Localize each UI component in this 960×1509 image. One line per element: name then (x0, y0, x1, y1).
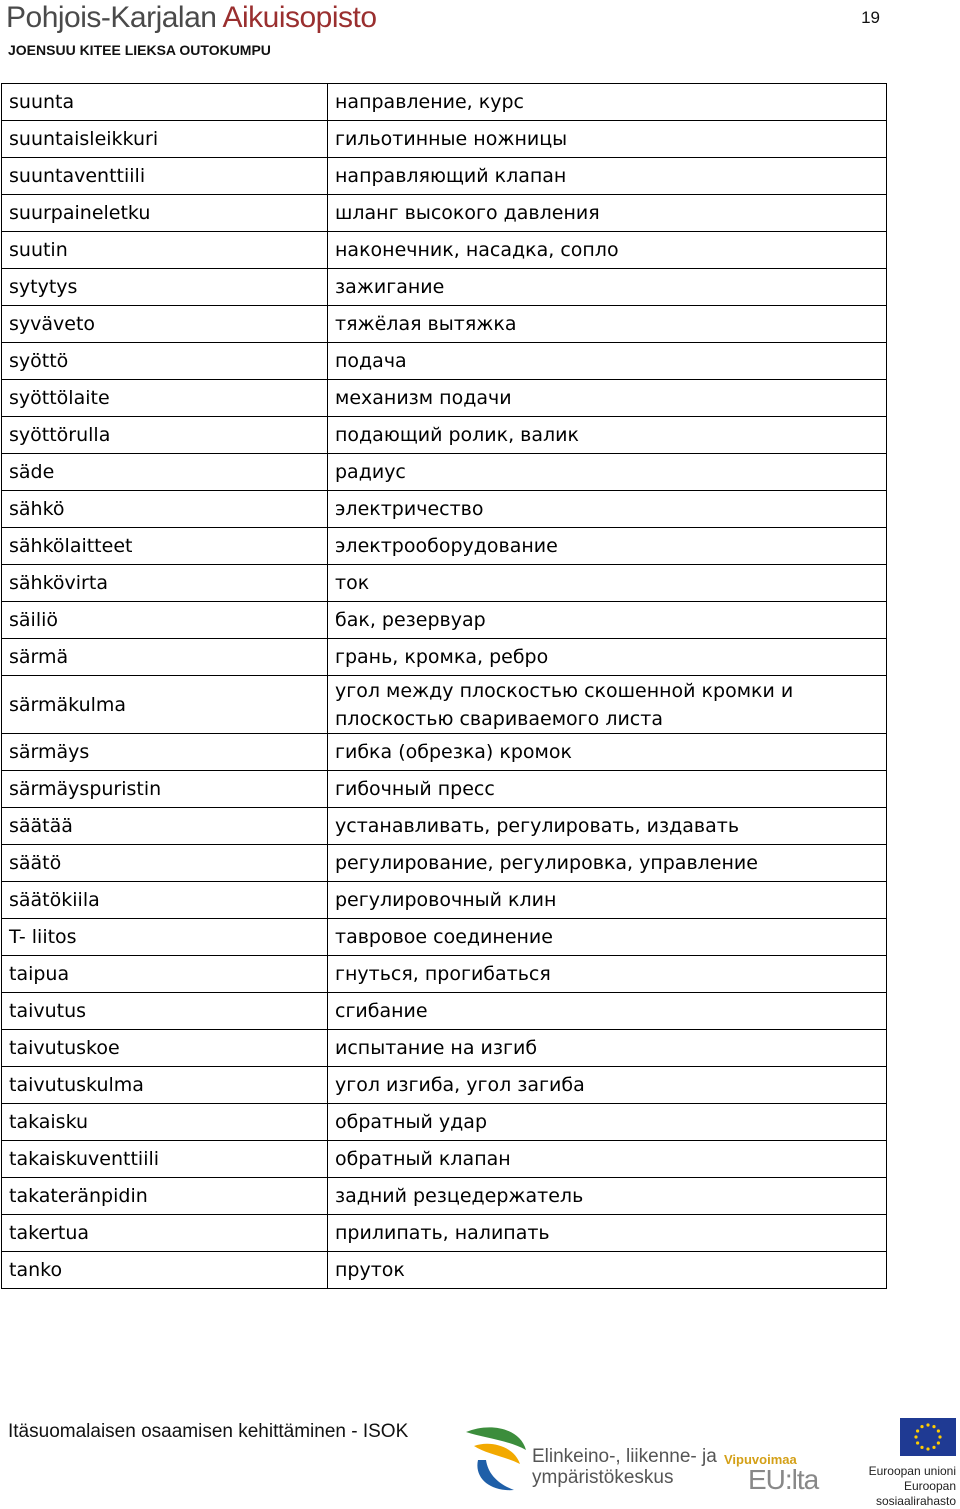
russian-translation: ток (328, 565, 887, 602)
finnish-term: särmäkulma (2, 676, 328, 734)
finnish-term: särmäyspuristin (2, 771, 328, 808)
finnish-term: suutin (2, 232, 328, 269)
project-name: Itäsuomalaisen osaamisen kehittäminen - ISOK (8, 1421, 409, 1442)
russian-translation: наконечник, насадка, сопло (328, 232, 887, 269)
table-row (2, 993, 887, 1030)
finnish-term: säätökiila (2, 882, 328, 919)
brand-name-part2: Aikuisopisto (222, 1, 377, 34)
finnish-term: säiliö (2, 602, 328, 639)
table-row (2, 417, 887, 454)
finnish-term: takateränpidin (2, 1178, 328, 1215)
eu-star-icon (926, 1423, 929, 1426)
table-row (2, 1178, 887, 1215)
russian-translation: угол между плоскостью скошенной кромки и плоскостью свариваемого листа (328, 676, 887, 734)
vipuvoimaa-label: Vipuvoimaa (724, 1452, 797, 1467)
eu-line2: Euroopan sosiaalirahasto (875, 1479, 956, 1508)
russian-translation: электрооборудование (328, 528, 887, 565)
table-row (2, 771, 887, 808)
table-row (2, 84, 887, 121)
table-row (2, 343, 887, 380)
eu-star-icon (932, 1425, 935, 1428)
finnish-term: taivutuskulma (2, 1067, 328, 1104)
table-row (2, 1252, 887, 1289)
finnish-term: T- liitos (2, 919, 328, 956)
russian-translation: обратный клапан (328, 1141, 887, 1178)
finnish-term: suunta (2, 84, 328, 121)
ely-line2: ympäristökeskus (532, 1467, 674, 1488)
russian-translation: грань, кромка, ребро (328, 639, 887, 676)
russian-translation: шланг высокого давления (328, 195, 887, 232)
table-row (2, 639, 887, 676)
finnish-term: syväveto (2, 306, 328, 343)
table-row (2, 565, 887, 602)
russian-translation: тавровое соединение (328, 919, 887, 956)
russian-translation: гибочный пресс (328, 771, 887, 808)
finnish-term: syöttörulla (2, 417, 328, 454)
russian-translation: электричество (328, 491, 887, 528)
brand-name-part1: Pohjois-Karjalan (6, 1, 217, 34)
russian-translation: задний резцедержатель (328, 1178, 887, 1215)
eulta-label: EU:lta (748, 1464, 819, 1495)
russian-translation: гибка (обрезка) кромок (328, 734, 887, 771)
finnish-term: suuntaventtiili (2, 158, 328, 195)
finnish-term: särmäys (2, 734, 328, 771)
page-number: 19 (861, 8, 880, 27)
eu-star-icon (920, 1425, 923, 1428)
table-row (2, 808, 887, 845)
finnish-term: taivutus (2, 993, 328, 1030)
eu-line1: Euroopan unioni (868, 1464, 956, 1478)
table-row (2, 1030, 887, 1067)
glossary-body (2, 84, 887, 1289)
eu-star-icon (932, 1446, 935, 1449)
table-row (2, 306, 887, 343)
table-row (2, 1141, 887, 1178)
table-row (2, 454, 887, 491)
table-row (2, 380, 887, 417)
russian-translation: гнуться, прогибаться (328, 956, 887, 993)
finnish-term: sähkölaitteet (2, 528, 328, 565)
finnish-term: syöttölaite (2, 380, 328, 417)
finnish-term: taipua (2, 956, 328, 993)
finnish-term: säde (2, 454, 328, 491)
finnish-term: tanko (2, 1252, 328, 1289)
eu-flag-icon (900, 1418, 956, 1456)
eu-star-icon (926, 1447, 929, 1450)
finnish-term: sähkö (2, 491, 328, 528)
table-row (2, 602, 887, 639)
russian-translation: испытание на изгиб (328, 1030, 887, 1067)
finnish-term: takertua (2, 1215, 328, 1252)
russian-translation: устанавливать, регулировать, издавать (328, 808, 887, 845)
russian-translation: угол изгиба, угол загиба (328, 1067, 887, 1104)
eu-star-icon (938, 1435, 941, 1438)
table-row (2, 882, 887, 919)
russian-translation: обратный удар (328, 1104, 887, 1141)
eu-star-icon (916, 1441, 919, 1444)
table-row (2, 1067, 887, 1104)
finnish-term: syöttö (2, 343, 328, 380)
finnish-term: sytytys (2, 269, 328, 306)
russian-translation: зажигание (328, 269, 887, 306)
russian-translation: направляющий клапан (328, 158, 887, 195)
eu-star-icon (914, 1435, 917, 1438)
russian-translation: тяжёлая вытяжка (328, 306, 887, 343)
eu-star-icon (937, 1429, 940, 1432)
russian-translation: сгибание (328, 993, 887, 1030)
table-row (2, 158, 887, 195)
russian-translation: прилипать, налипать (328, 1215, 887, 1252)
russian-translation: радиус (328, 454, 887, 491)
table-row (2, 195, 887, 232)
finnish-term: taivutuskoe (2, 1030, 328, 1067)
finnish-term: säätö (2, 845, 328, 882)
finnish-term: takaisku (2, 1104, 328, 1141)
ely-text (532, 1446, 717, 1488)
table-row (2, 845, 887, 882)
eu-star-icon (937, 1441, 940, 1444)
finnish-term: suurpaineletku (2, 195, 328, 232)
finnish-term: särmä (2, 639, 328, 676)
russian-translation: подающий ролик, валик (328, 417, 887, 454)
finnish-term: takaiskuventtiili (2, 1141, 328, 1178)
eu-star-icon (916, 1429, 919, 1432)
table-row (2, 491, 887, 528)
finnish-term: suuntaisleikkuri (2, 121, 328, 158)
ely-line1: Elinkeino-, liikenne- ja (532, 1446, 717, 1467)
table-row (2, 919, 887, 956)
glossary-table (1, 83, 887, 1289)
table-row (2, 269, 887, 306)
brand-logo (6, 0, 377, 36)
russian-translation: пруток (328, 1252, 887, 1289)
eu-text (834, 1464, 956, 1509)
finnish-term: säätää (2, 808, 328, 845)
finnish-term: sähkövirta (2, 565, 328, 602)
table-row (2, 1104, 887, 1141)
russian-translation: регулирование, регулировка, управление (328, 845, 887, 882)
russian-translation: механизм подачи (328, 380, 887, 417)
russian-translation: направление, курс (328, 84, 887, 121)
eu-star-icon (920, 1446, 923, 1449)
cities-line: JOENSUU KITEE LIEKSA OUTOKUMPU (8, 42, 271, 58)
table-row (2, 232, 887, 269)
russian-translation: подача (328, 343, 887, 380)
russian-translation: бак, резервуар (328, 602, 887, 639)
table-row (2, 121, 887, 158)
table-row (2, 676, 887, 734)
russian-translation: гильотинные ножницы (328, 121, 887, 158)
table-row (2, 956, 887, 993)
table-row (2, 734, 887, 771)
table-row (2, 1215, 887, 1252)
russian-translation: регулировочный клин (328, 882, 887, 919)
table-row (2, 528, 887, 565)
